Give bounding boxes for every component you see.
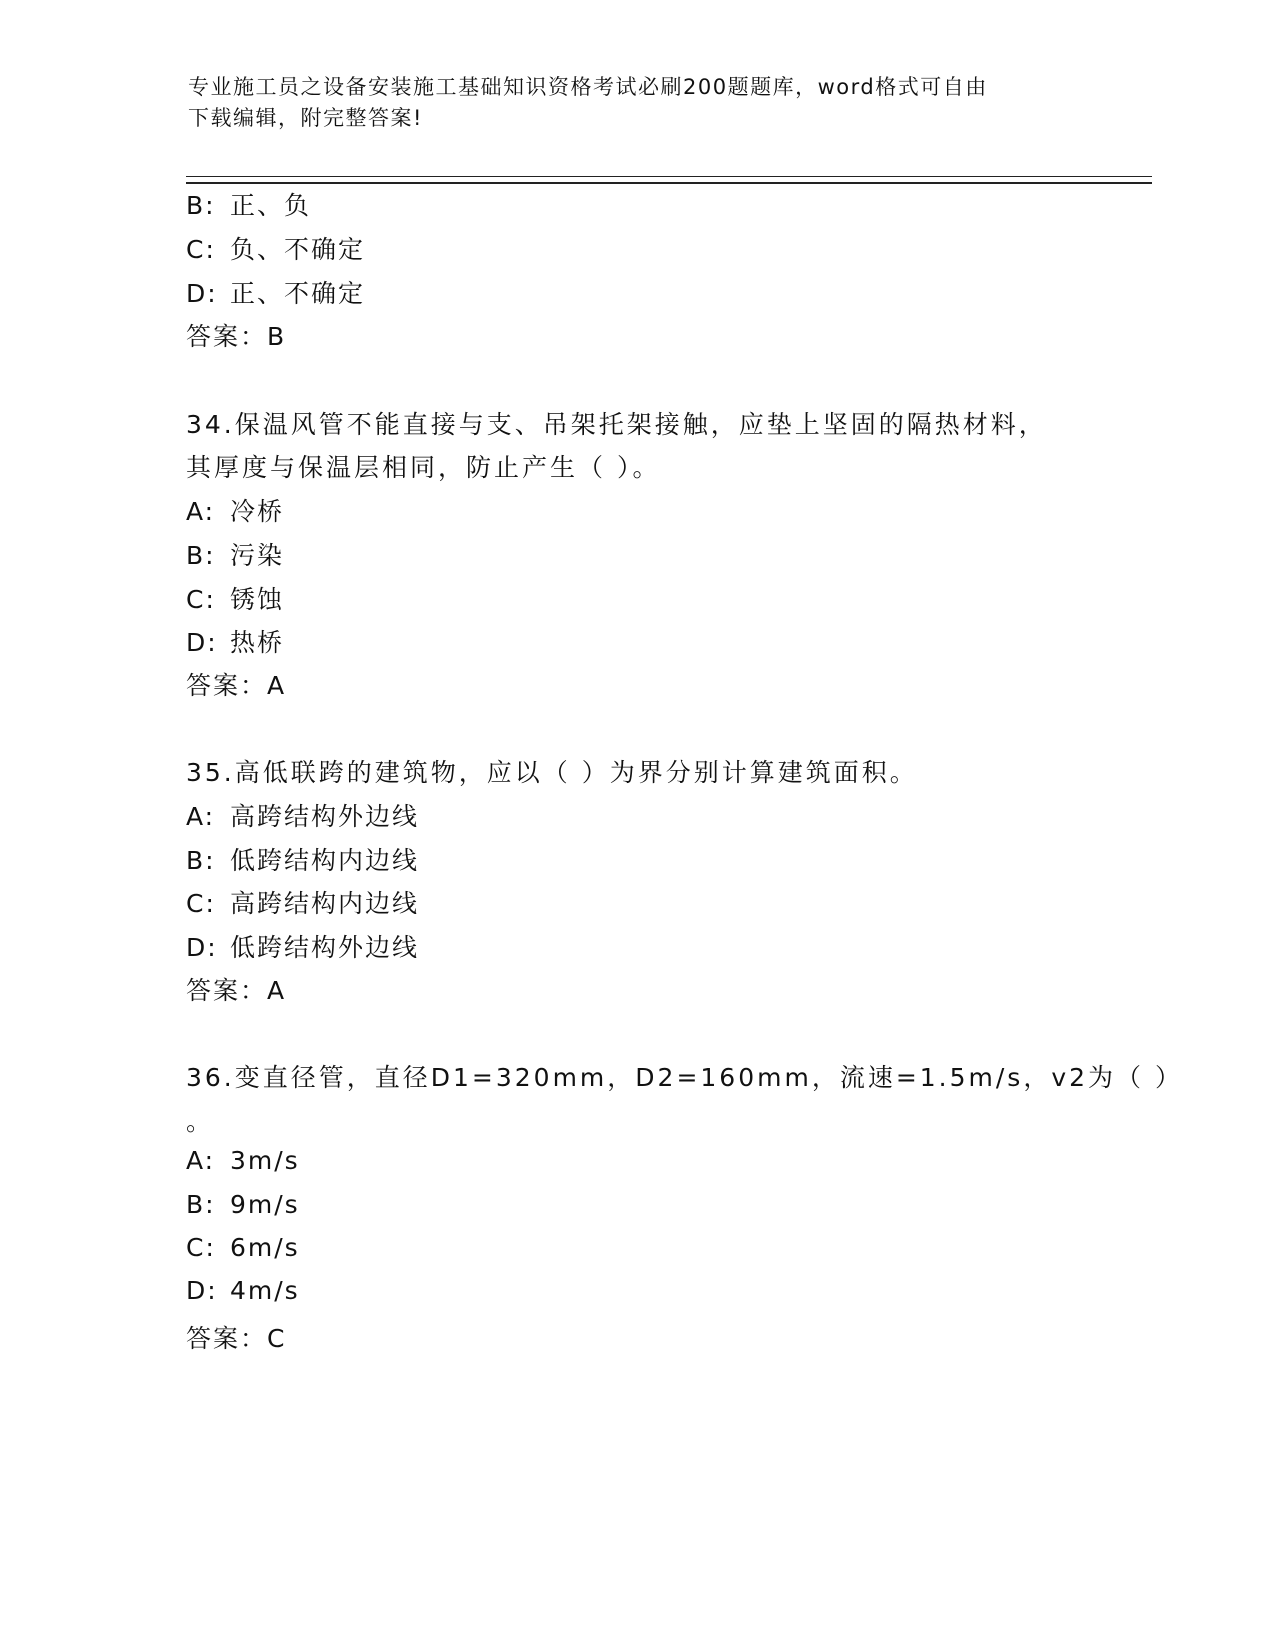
option-line [186,536,284,572]
option-text: 污染 [230,541,285,570]
option-text: 高跨结构外边线 [230,802,420,831]
answer-line: 答案：B [186,322,287,351]
option-text: 负、不确定 [230,235,366,264]
option-key: B: [186,1190,216,1219]
option-line [186,1146,300,1175]
option-line [186,274,365,310]
option-line [186,623,284,659]
option-line [186,1190,300,1219]
question-text: 34.保温风管不能直接与支、吊架托架接触，应垫上坚固的隔热材料， [186,410,1047,439]
option-line [186,1276,300,1305]
option-key: D: [186,933,218,962]
option-key: C: [186,889,216,918]
answer-line: 答案：A [186,976,287,1005]
option-key: B: [186,846,216,875]
option-text: 6m/s [230,1233,300,1262]
option-key: A: [186,1146,216,1175]
option-text: 热桥 [230,628,285,657]
header-line-1: 专业施工员之设备安装施工基础知识资格考试必刷200题题库，word格式可自由 [188,75,988,99]
option-text: 高跨结构内边线 [230,889,420,918]
option-key: B: [186,191,216,220]
option-key: A: [186,497,216,526]
option-key: C: [186,235,216,264]
option-line [186,186,311,222]
option-text: 3m/s [230,1146,300,1175]
question-text: 35.高低联跨的建筑物，应以（ ）为界分别计算建筑面积。 [186,758,918,787]
answer-line: 答案：A [186,671,287,700]
option-key: D: [186,279,218,308]
option-text: 低跨结构内边线 [230,846,420,875]
option-text: 正、不确定 [230,279,366,308]
option-key: C: [186,585,216,614]
option-text: 锈蚀 [230,585,285,614]
option-line [186,1233,300,1262]
question-text: 其厚度与保温层相同，防止产生（ ）。 [186,453,661,482]
question-text: 。 [186,1107,214,1136]
option-key: A: [186,802,216,831]
option-line [186,580,284,616]
header-line-2: 下载编辑，附完整答案! [188,106,423,130]
option-line [186,928,419,964]
option-line [186,492,284,528]
option-text: 4m/s [230,1276,300,1305]
option-text: 正、负 [230,191,312,220]
option-text: 9m/s [230,1190,300,1219]
answer-line: 答案：C [186,1324,287,1353]
option-text: 低跨结构外边线 [230,933,420,962]
option-key: C: [186,1233,216,1262]
question-text: 36.变直径管，直径D1=320mm，D2=160mm，流速=1.5m/s，v2为（ ） [186,1063,1183,1092]
document-header [188,72,1068,134]
option-key: D: [186,1276,218,1305]
option-key: D: [186,628,218,657]
header-divider [186,176,1152,184]
option-line [186,841,419,877]
option-line [186,797,419,833]
option-key: B: [186,541,216,570]
option-line [186,230,365,266]
option-text: 冷桥 [230,497,285,526]
option-line [186,884,419,920]
